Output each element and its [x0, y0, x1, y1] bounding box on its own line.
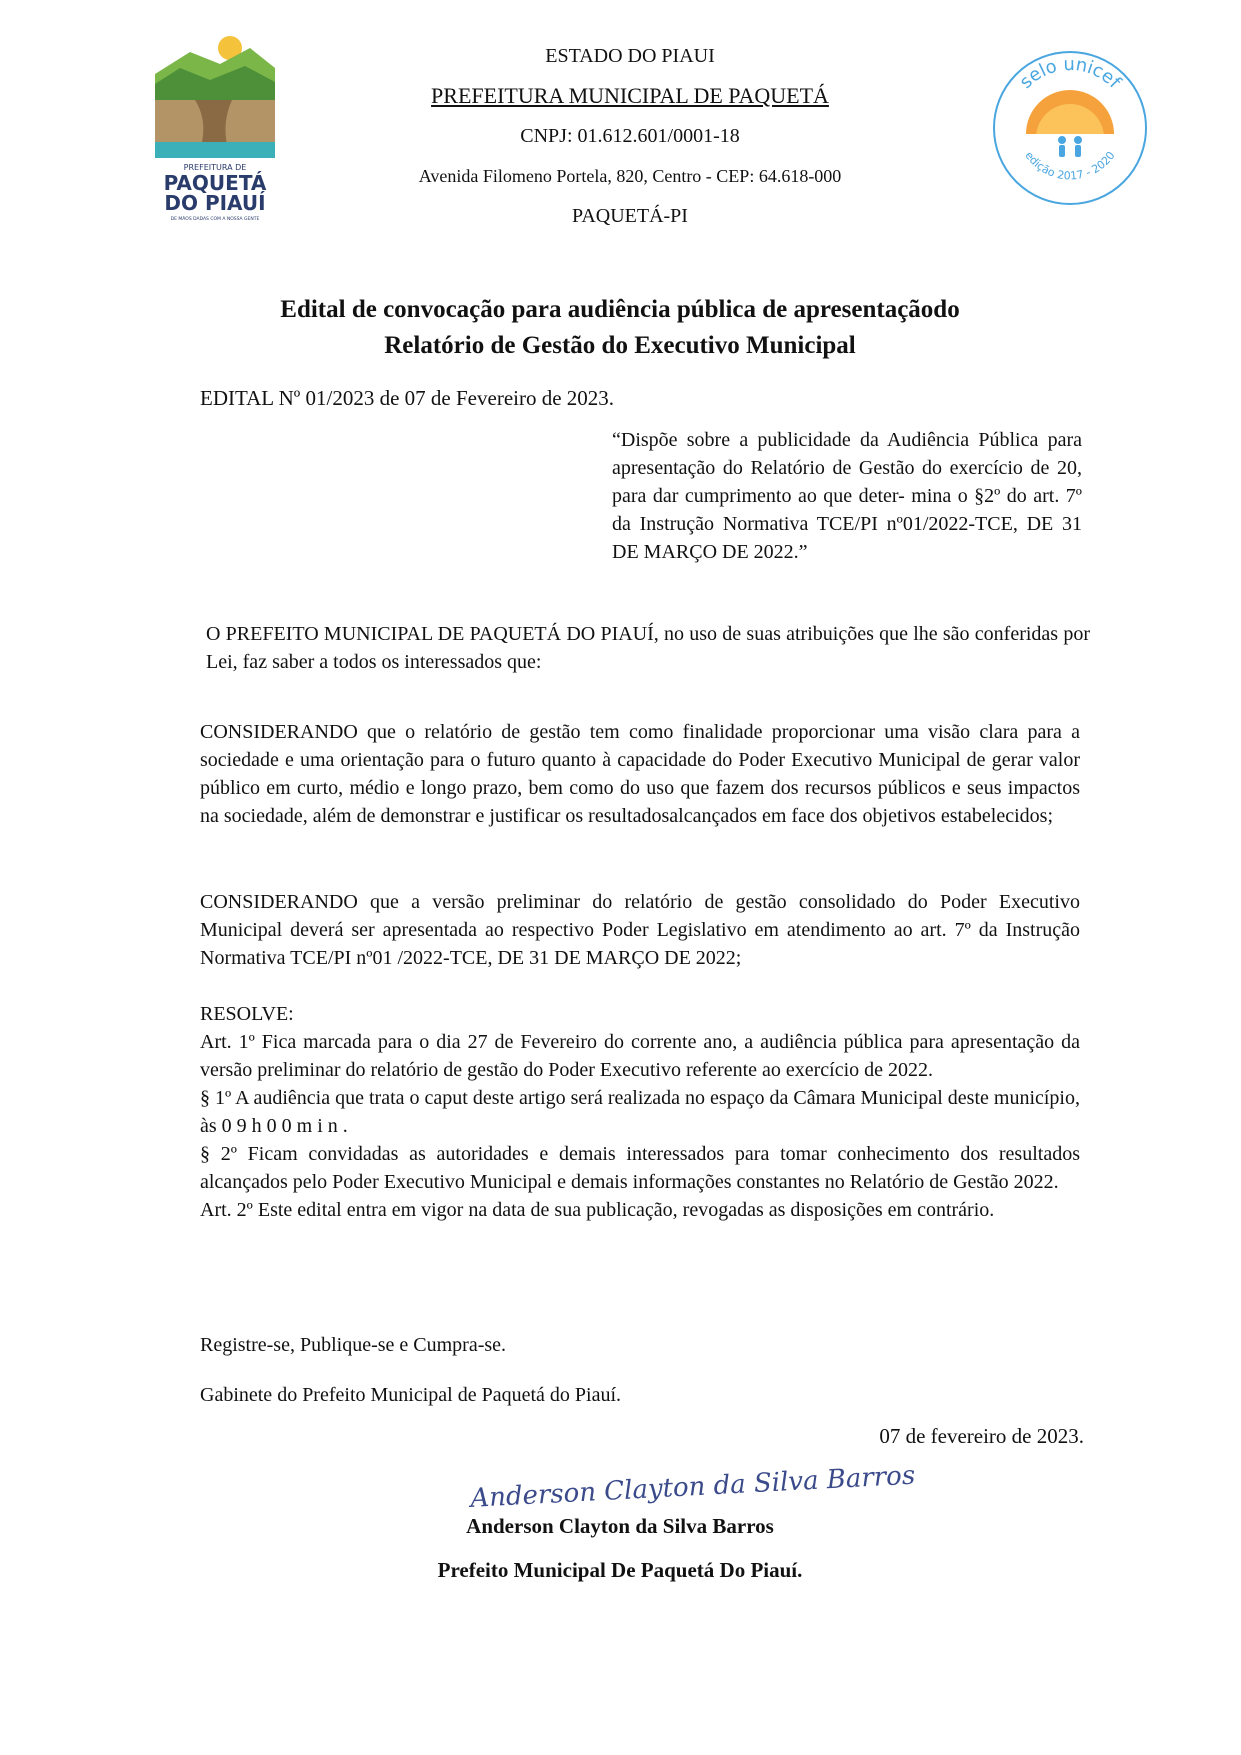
city: PAQUETÁ-PI: [572, 205, 688, 227]
considerando-2: CONSIDERANDO que a versão preliminar do relatório de gestão consolidado do Poder Executivo Municipal deverá ser apresentada ao respectivo Poder Legislativo em atendimento ao art. 7º da Instrução Normativa TCE/PI nº01 /2022-TCE, DE 31 DE MARÇO DE 2022;: [200, 891, 1080, 969]
address: Avenida Filomeno Portela, 820, Centro - CEP: 64.618-000: [418, 166, 842, 186]
prefecture-name: PREFEITURA MUNICIPAL DE PAQUETÁ: [431, 83, 829, 108]
state-name: ESTADO DO PIAUI: [545, 45, 715, 67]
paqueta-logo: [150, 34, 280, 224]
gabinete-line: Gabinete do Prefeito Municipal de Paquetá do Piauí.: [200, 1384, 622, 1406]
svg-text:edição 2017 - 2020: edição 2017 - 2020: [1022, 149, 1118, 183]
signer-name: Anderson Clayton da Silva Barros: [466, 1514, 774, 1538]
ementa-quote: “Dispõe sobre a publicidade da Audiência Pública para apresentação do Relatório de Gestão do exercício de 20, para dar cumprimento ao que deter- mina o §2º do art. 7º da Instrução Normativa TCE/PI nº01/2022-TCE, DE 31 DE MARÇO DE 2022.”: [612, 429, 1082, 563]
signer-block: [300, 1504, 940, 1592]
title-line-2: Relatório de Gestão do Executivo Municipal: [384, 332, 856, 359]
considerando-1: CONSIDERANDO que o relatório de gestão tem como finalidade proporcionar uma visão clara para a sociedade e uma orientação para o futuro quanto à capacidade do Poder Executivo Municipal de gerar valor público em curto, médio e longo prazo, bem como do uso que fazem dos recursos públicos e seus impactos na sociedade, além de demonstrar e justificar os resultadosalcançados em face dos objetivos estabelecidos;: [200, 721, 1080, 827]
resolve-heading: RESOLVE:: [200, 1003, 294, 1025]
paragraph-2: § 2º Ficam convidadas as autoridades e demais interessados para tomar conhecimento dos resultados alcançados pelo Poder Executivo Municipal e demais informações constantes no Relatório de Gestão 2022.: [200, 1143, 1080, 1193]
edital-number: EDITAL Nº 01/2023 de 07 de Fevereiro de 2023.: [200, 386, 615, 410]
signing-date: 07 de fevereiro de 2023.: [879, 1424, 1084, 1448]
svg-text:DE MÃOS DADAS COM A NOSSA GENT: DE MÃOS DADAS COM A NOSSA GENTE: [170, 217, 260, 222]
article-2: Art. 2º Este edital entra em vigor na data de sua publicação, revogadas as disposições em contrário.: [200, 1199, 995, 1221]
registre-line: Registre-se, Publique-se e Cumpra-se.: [200, 1334, 507, 1356]
intro-paragraph: O PREFEITO MUNICIPAL DE PAQUETÁ DO PIAUÍ, no uso de suas atribuições que lhe são conferidas por Lei, faz saber a todos os interessados que:: [206, 623, 1090, 673]
svg-text:PAQUETÁ: PAQUETÁ: [163, 171, 267, 195]
signer-role: Prefeito Municipal De Paquetá Do Piauí.: [437, 1558, 803, 1582]
unicef-seal-logo: [990, 48, 1150, 208]
letterhead: [330, 36, 930, 236]
svg-text:PREFEITURA DE: PREFEITURA DE: [183, 163, 247, 172]
paragraph-1: § 1º A audiência que trata o caput deste artigo será realizada no espaço da Câmara Municipal deste município, às 0 9 h 0 0 m i n .: [200, 1087, 1080, 1137]
title-line-1: Edital de convocação para audiência pública de apresentaçãodo: [280, 296, 960, 323]
document-title: [200, 292, 1040, 364]
svg-text:Anderson Clayton da Silva Barr: Anderson Clayton da Silva Barros: [469, 1460, 916, 1514]
svg-text:DO PIAUÍ: DO PIAUÍ: [164, 191, 266, 215]
resolve-section: [200, 1000, 1080, 1224]
article-1: Art. 1º Fica marcada para o dia 27 de Fevereiro do corrente ano, a audiência pública para apresentação da versão preliminar do relatório de gestão do Poder Executivo referente ao exercício de 2022.: [200, 1031, 1080, 1081]
svg-text:selo unicef: selo unicef: [1015, 53, 1125, 93]
cnpj: CNPJ: 01.612.601/0001-18: [520, 125, 740, 147]
